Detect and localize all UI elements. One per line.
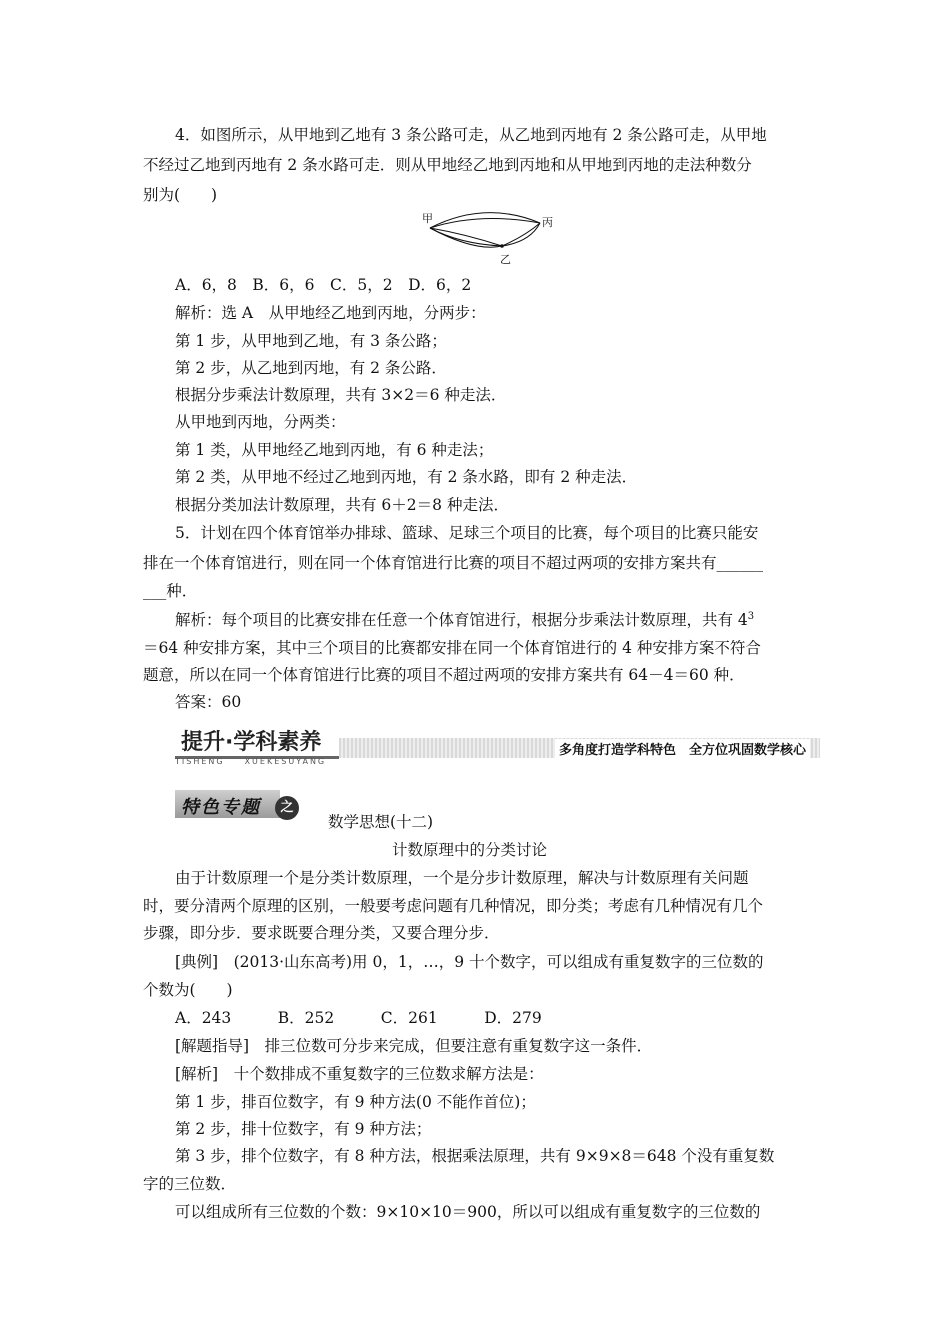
banner-subtitle: TISHENG XUEKESUYANG — [175, 757, 327, 766]
q4-line-1: 4．如图所示，从甲地到乙地有 3 条公路可走，从乙地到丙地有 2 条公路可走，从甲地 — [175, 126, 767, 144]
solution-line-3: 第 2 步，排十位数字，有 9 种方法； — [175, 1120, 432, 1138]
label-yi: 乙 — [500, 253, 511, 266]
banner-title: 提升·学科素养 — [175, 730, 339, 759]
special-heading: 数学思想(十二) — [328, 813, 434, 831]
example-line-2: 个数为( ) — [143, 981, 233, 999]
q4-analysis-5: 从甲地到丙地，分两类： — [175, 413, 346, 431]
q4-analysis-1: 解析：选 A 从甲地经乙地到丙地，分两步： — [175, 304, 486, 322]
intro-line-2: 时，要分清两个原理的区别，一般要考虑问题有几种情况，即分类；考虑有几种情况有几个 — [143, 897, 764, 915]
q4-analysis-3: 第 2 步，从乙地到丙地，有 2 条公路． — [175, 359, 447, 377]
example-line-1: [典例] (2013·山东高考)用 0，1，…，9 十个数字，可以组成有重复数字的三位数的 — [175, 953, 764, 971]
solution-line-5: 字的三位数． — [143, 1175, 237, 1193]
special-topic-badge — [175, 790, 315, 820]
q4-options: A．6，8 B．6，6 C．5，2 D．6，2 — [175, 276, 472, 294]
solution-line-1: [解析] 十个数排成不重复数字的三位数求解方法是： — [175, 1065, 544, 1083]
q4-analysis-2: 第 1 步，从甲地到乙地，有 3 条公路； — [175, 332, 447, 350]
q4-analysis-8: 根据分类加法计数原理，共有 6＋2＝8 种走法． — [175, 496, 509, 514]
q5-answer: 答案：60 — [175, 693, 242, 711]
banner-slogan: 多角度打造学科特色 全方位巩固数学核心 — [555, 739, 810, 758]
label-jia: 甲 — [422, 212, 433, 225]
q5-line-2: 排在一个体育馆进行，则在同一个体育馆进行比赛的项目不超过两项的安排方案共有______ — [143, 554, 764, 572]
badge-label: 特色专题 — [181, 797, 261, 818]
special-title: 计数原理中的分类讨论 — [392, 841, 548, 859]
intro-line-1: 由于计数原理一个是分类计数原理，一个是分步计数原理，解决与计数原理有关问题 — [175, 869, 749, 887]
exponent: 3 — [747, 610, 755, 622]
q4-analysis-6: 第 1 类，从甲地经乙地到丙地，有 6 种走法； — [175, 441, 494, 459]
q4-line-2: 不经过乙地到丙地有 2 条水路可走．则从甲地经乙地到丙地和从甲地到丙地的走法种数分 — [143, 156, 752, 174]
q4-analysis-7: 第 2 类，从甲地不经过乙地到丙地，有 2 条水路，即有 2 种走法． — [175, 468, 638, 486]
final-line: 可以组成所有三位数的个数：9×10×10＝900，所以可以组成有重复数字的三位数的 — [175, 1203, 761, 1221]
q4-line-3: 别为( ) — [143, 186, 218, 204]
solution-line-4: 第 3 步，排个位数字，有 8 种方法，根据乘法原理，共有 9×9×8＝648 个没有重复数 — [175, 1147, 775, 1165]
q5-analysis-3: 题意，所以在同一个体育馆进行比赛的项目不超过两项的安排方案共有 64－4＝60 种． — [143, 666, 745, 684]
example-options: A．243 B．252 C．261 D．279 — [175, 1009, 542, 1027]
guide-line: [解题指导] 排三位数可分步来完成，但要注意有重复数字这一条件． — [175, 1037, 653, 1055]
section-banner — [175, 730, 820, 770]
q5-analysis-1: 解析：每个项目的比赛安排在任意一个体育馆进行，根据分步乘法计数原理，共有 $4^3$ — [175, 610, 755, 629]
q4-analysis-4: 根据分步乘法计数原理，共有 3×2＝6 种走法． — [175, 386, 507, 404]
intro-line-3: 步骤，即分步．要求既要合理分类，又要合理分步． — [143, 924, 500, 942]
solution-line-2: 第 1 步，排百位数字，有 9 种方法(0 不能作首位)； — [175, 1093, 536, 1111]
route-diagram — [420, 208, 560, 268]
q5-line-1: 5．计划在四个体育馆举办排球、篮球、足球三个项目的比赛，每个项目的比赛只能安 — [175, 524, 759, 542]
q5-analysis-2: ＝64 种安排方案，其中三个项目的比赛都安排在同一个体育馆进行的 4 种安排方案不符合 — [143, 639, 761, 657]
q5-line-3: ___种． — [143, 582, 198, 600]
label-bing: 丙 — [542, 216, 553, 229]
badge-circle-label: 之 — [275, 796, 299, 820]
